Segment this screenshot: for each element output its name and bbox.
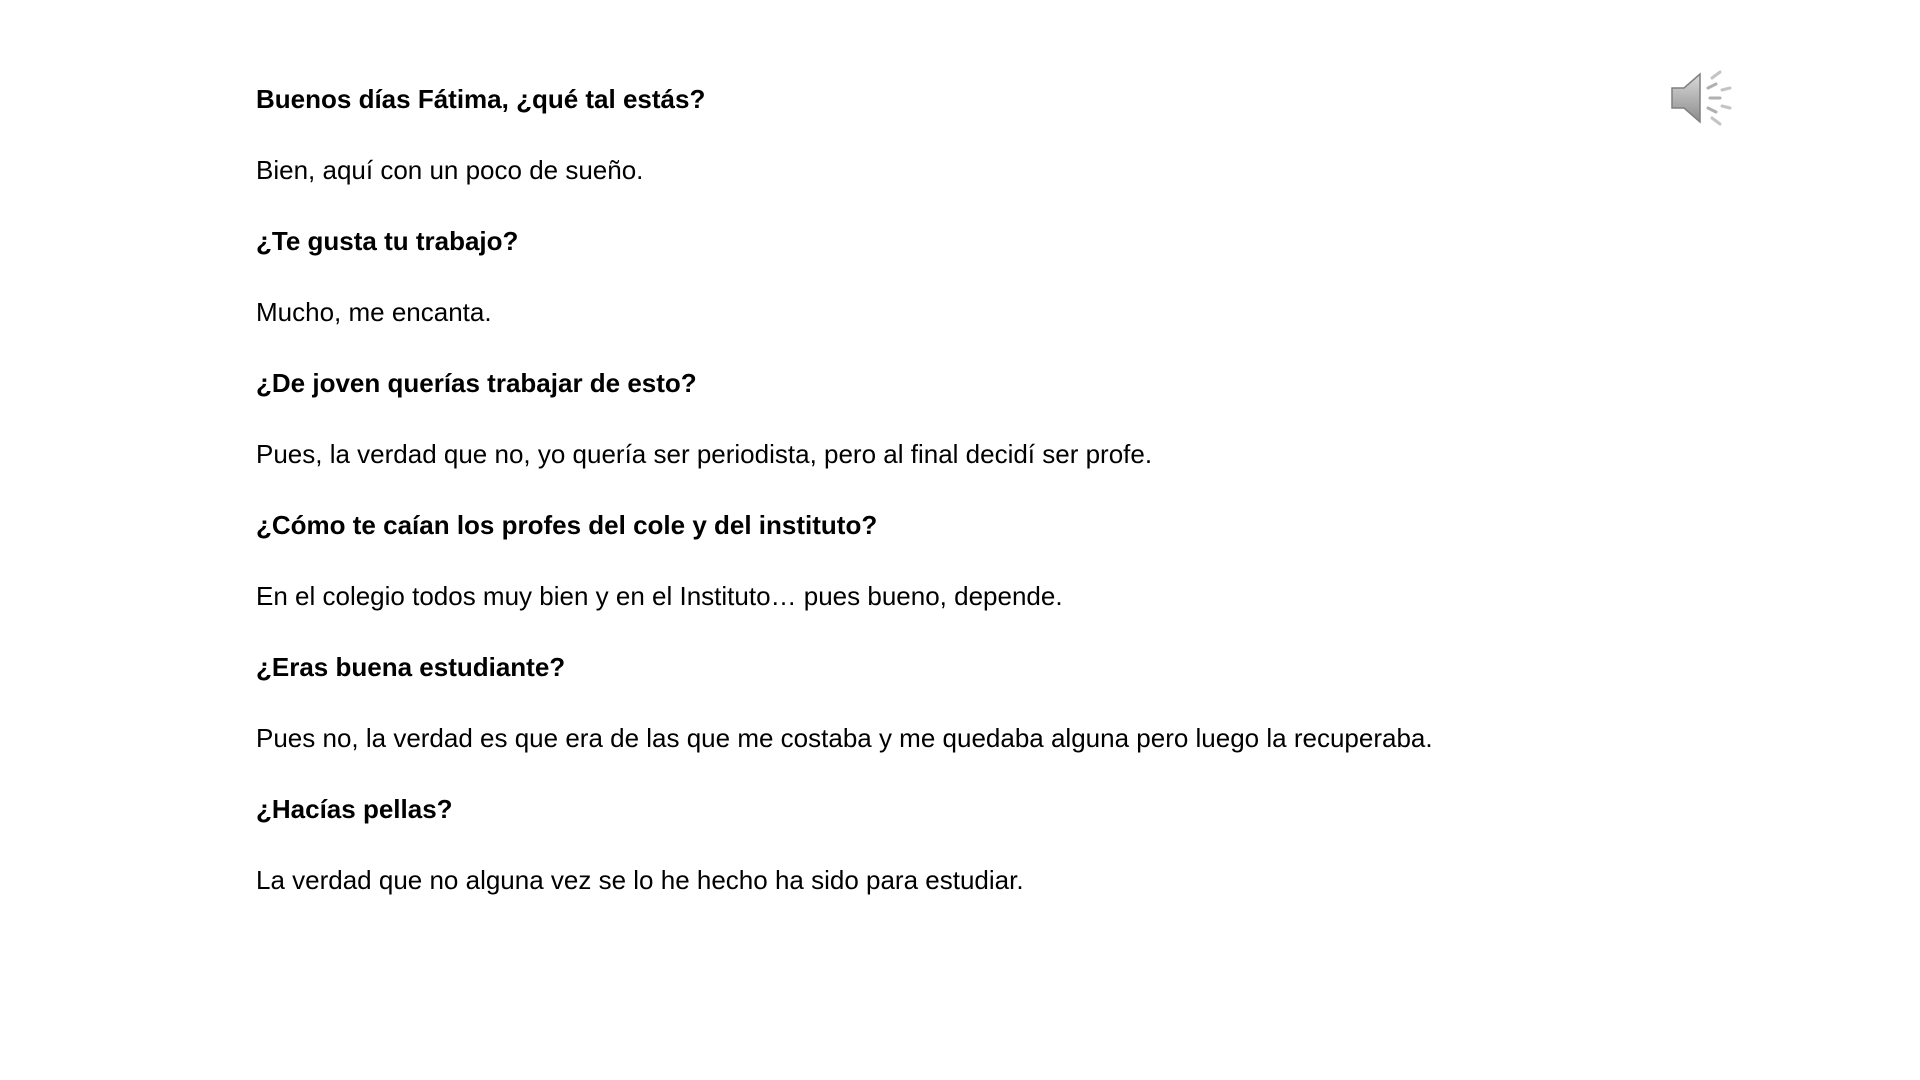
answer-text: La verdad que no alguna vez se lo he hecho ha sido para estudiar.	[256, 865, 1024, 895]
question-text: ¿Te gusta tu trabajo?	[256, 226, 519, 256]
question-text: ¿Hacías pellas?	[256, 794, 453, 824]
interview-text	[256, 82, 1756, 934]
speaker-icon[interactable]	[1668, 66, 1738, 130]
question-text: ¿Cómo te caían los profes del cole y del instituto?	[256, 510, 878, 540]
answer-text: En el colegio todos muy bien y en el Instituto… pues bueno, depende.	[256, 581, 1063, 611]
answer-text: Pues, la verdad que no, yo quería ser periodista, pero al final decidí ser profe.	[256, 439, 1153, 469]
speaker-icon-graphic	[1668, 66, 1738, 130]
answer-text: Pues no, la verdad es que era de las que me costaba y me quedaba alguna pero luego la recuperaba.	[256, 723, 1433, 753]
question-text: ¿De joven querías trabajar de esto?	[256, 368, 697, 398]
answer-text: Mucho, me encanta.	[256, 297, 492, 327]
question-text: Buenos días Fátima, ¿qué tal estás?	[256, 84, 706, 114]
answer-text: Bien, aquí con un poco de sueño.	[256, 155, 644, 185]
question-text: ¿Eras buena estudiante?	[256, 652, 566, 682]
